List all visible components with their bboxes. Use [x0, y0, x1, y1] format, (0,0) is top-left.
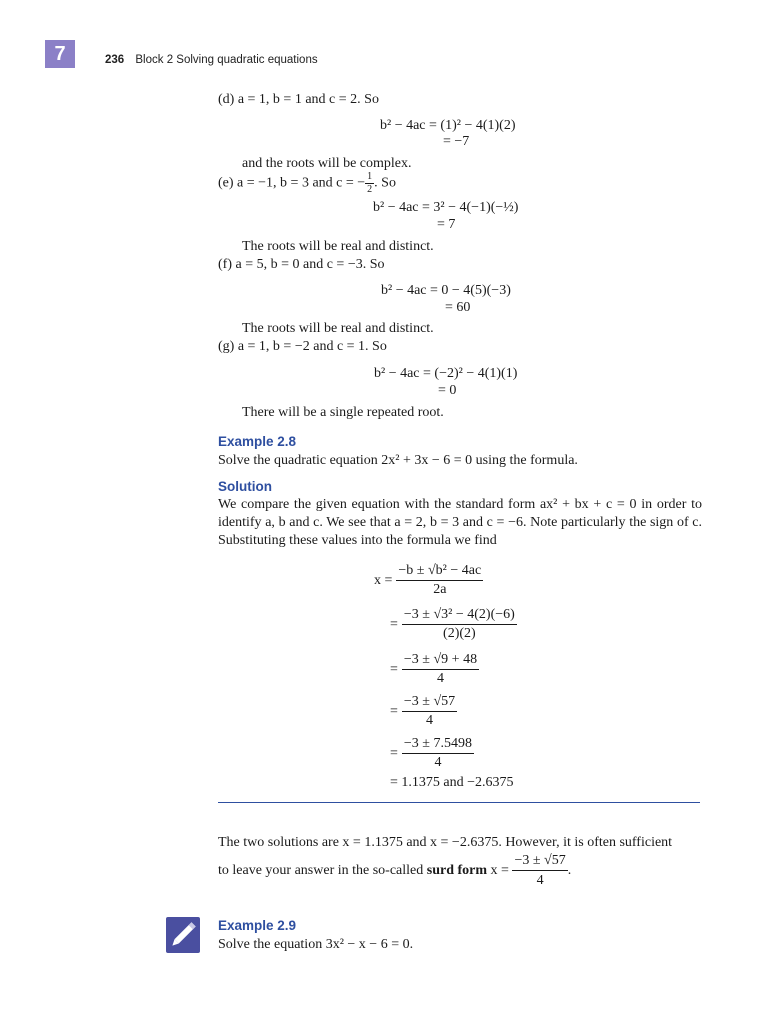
example-2-9-heading: Example 2.9 — [218, 918, 297, 933]
part-e-conclusion: The roots will be real and distinct. — [242, 239, 434, 254]
formula-final: = 1.1375 and −2.6375 — [390, 775, 514, 790]
section-divider — [218, 802, 700, 803]
step-denominator: 4 — [434, 755, 442, 770]
example-2-8-heading: Example 2.8 — [218, 434, 297, 449]
summary-mid: x = — [487, 863, 513, 878]
surd-numerator: −3 ± √57 — [512, 852, 567, 871]
step-lhs: = — [390, 703, 398, 719]
part-g-intro: (g) a = 1, b = −2 and c = 1. So — [218, 339, 387, 354]
step-denominator: 4 — [436, 671, 444, 686]
step-denominator: 4 — [426, 713, 434, 728]
running-title: Block 2 Solving quadratic equations — [135, 54, 318, 66]
part-e-eq2: = 7 — [437, 217, 456, 232]
pencil-icon — [166, 917, 200, 953]
summary-line-1: The two solutions are x = 1.1375 and x = −2.6375. However, it is often sufficient — [218, 835, 673, 850]
summary-prefix: to leave your answer in the so-called — [218, 863, 427, 878]
page-number: 236 — [105, 54, 125, 66]
step-fraction — [402, 736, 474, 771]
part-d-intro: (d) a = 1, b = 1 and c = 2. So — [218, 92, 379, 107]
part-g-eq1: b² − 4ac = (−2)² − 4(1)(1) — [374, 366, 518, 381]
surd-fraction — [512, 852, 567, 889]
part-e-intro — [218, 172, 396, 195]
part-d-conclusion: and the roots will be complex. — [242, 156, 412, 171]
step-lhs: = — [390, 616, 398, 632]
step-lhs: = — [390, 745, 398, 761]
part-d-eq1: b² − 4ac = (1)² − 4(1)(2) — [380, 118, 516, 133]
part-g-conclusion: There will be a single repeated root. — [242, 405, 444, 420]
step-numerator: −3 ± √57 — [402, 694, 457, 712]
part-d-eq2: = −7 — [443, 134, 470, 149]
surd-denominator: 4 — [536, 873, 544, 888]
summary-suffix: . — [567, 863, 572, 878]
part-f-eq2: = 60 — [445, 300, 471, 315]
step-numerator: −3 ± √9 + 48 — [402, 652, 479, 670]
formula-step-4 — [390, 694, 457, 729]
part-e-intro-suffix: . So — [374, 175, 396, 191]
step-denominator: 2a — [433, 582, 447, 597]
formula-step-2 — [390, 607, 517, 642]
surd-form-term: surd form — [426, 863, 488, 878]
example-2-9-problem: Solve the equation 3x² − x − 6 = 0. — [218, 937, 414, 952]
step-fraction — [402, 607, 517, 642]
step-fraction — [402, 694, 457, 729]
step-numerator: −b ± √b² − 4ac — [396, 563, 483, 581]
part-f-intro: (f) a = 5, b = 0 and c = −3. So — [218, 257, 385, 272]
solution-heading: Solution — [218, 479, 272, 494]
step-fraction — [402, 652, 479, 687]
step-denominator: (2)(2) — [443, 626, 476, 641]
frac-den: 2 — [367, 184, 373, 195]
part-f-conclusion: The roots will be real and distinct. — [242, 321, 434, 336]
chapter-number-badge: 7 — [45, 40, 75, 68]
summary-line-2 — [218, 852, 571, 889]
part-e-eq1: b² − 4ac = 3² − 4(−1)(−½) — [373, 200, 519, 215]
part-e-intro-prefix: (e) a = −1, b = 3 and c = − — [218, 175, 366, 191]
solution-text: We compare the given equation with the standard form ax² + bx + c = 0 in order to identify a, b and c. We see that a = 2, b = 3 and c = −6. Note particularly the sign of c. Substituting these values into the formula we find — [218, 497, 702, 548]
formula-step-5 — [390, 736, 474, 771]
part-f-eq1: b² − 4ac = 0 − 4(5)(−3) — [381, 283, 511, 298]
step-lhs: = — [390, 661, 398, 677]
formula-step-1 — [374, 563, 483, 598]
part-e-half-fraction — [365, 172, 374, 195]
running-header — [105, 54, 318, 66]
step-lhs: x = — [374, 572, 393, 588]
example-2-8-problem: Solve the quadratic equation 2x² + 3x − 6 = 0 using the formula. — [218, 453, 578, 468]
frac-num: 1 — [367, 171, 373, 182]
step-fraction — [396, 563, 483, 598]
part-g-eq2: = 0 — [438, 383, 457, 398]
formula-step-3 — [390, 652, 479, 687]
step-numerator: −3 ± 7.5498 — [402, 736, 474, 754]
step-numerator: −3 ± √3² − 4(2)(−6) — [402, 607, 517, 625]
